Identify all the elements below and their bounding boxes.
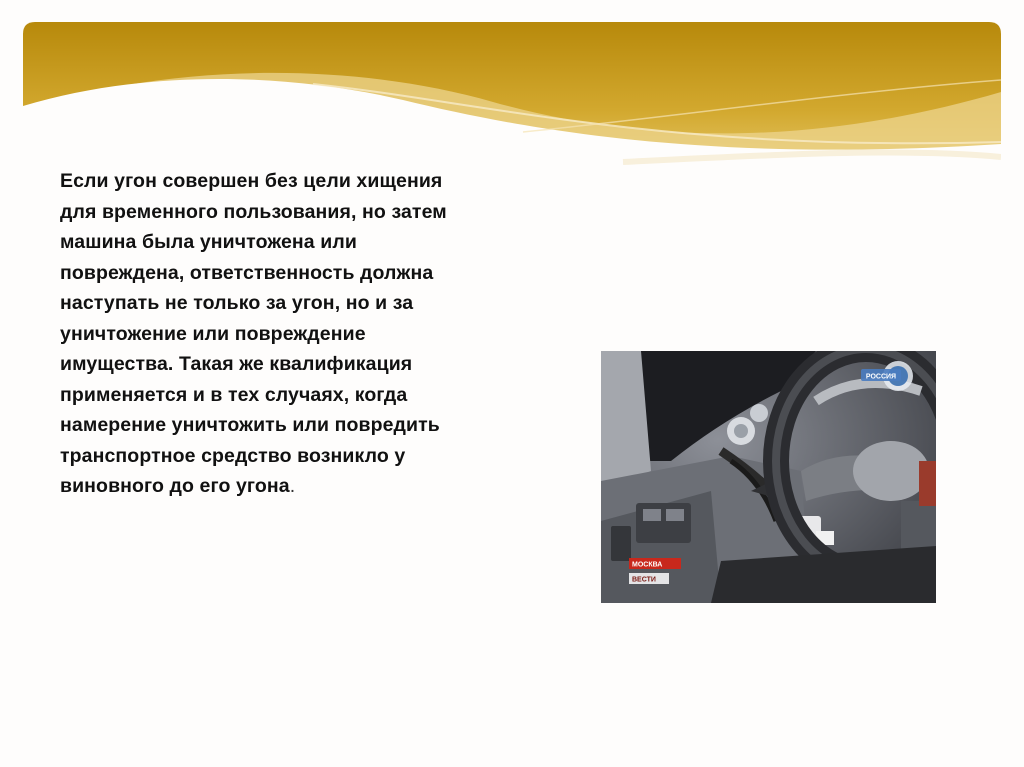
car-ignition-photo: [601, 351, 936, 603]
body-paragraph-end: .: [289, 475, 296, 497]
body-paragraph-text: Если угон совершен без цели хищения для временного пользования, но затем машина была уничтожена или повреждена, ответственность должна наступать не только за угон, но и за уничтожение или повреждение имущества. Такая же квалификация применяется и в тех случаях, когда намерение уничтожить или повредить транспортное средство возникло у виновного до его угона: [60, 170, 447, 497]
car-ignition-illustration: [601, 351, 936, 603]
header-wave-banner: [23, 22, 1001, 182]
caption-show-text: ВЕСТИ: [632, 576, 656, 584]
body-paragraph: [60, 166, 480, 502]
tv-logo-text: РОССИЯ: [865, 373, 897, 381]
caption-city-text: МОСКВА: [632, 561, 663, 569]
